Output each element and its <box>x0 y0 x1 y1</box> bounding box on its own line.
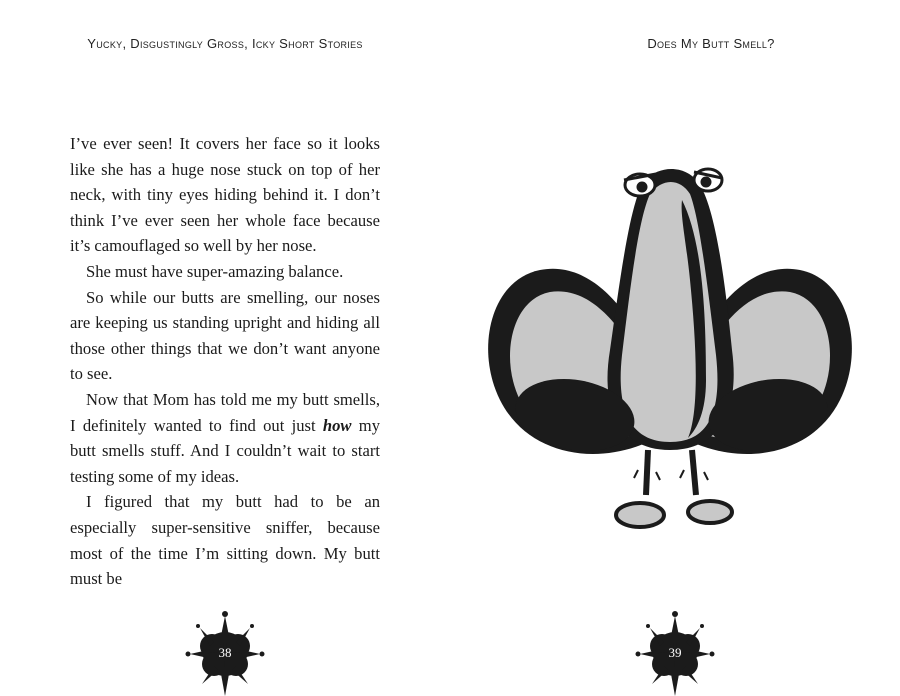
right-page <box>450 0 900 696</box>
nose-creature-illustration <box>470 160 870 540</box>
paragraph-4-before: Now that Mom has told me my butt smells, I definitely wanted to find out just <box>70 389 380 435</box>
page-number-text: 39 <box>668 645 682 660</box>
right-eye <box>694 169 722 191</box>
paragraph-4-after: my butt smells stuff. And I couldn’t wait to start testing some of my ideas. <box>70 415 380 486</box>
paragraph-1: I’ve ever seen! It covers her face so it looks like she has a huge nose stuck on top of her neck, with tiny eyes hiding behind it. I don’t think I’ve ever seen her whole face because it’s camouflaged so well by her nose. <box>70 134 380 256</box>
page-number-left <box>180 610 270 696</box>
running-head-right: Does My Butt Smell? <box>647 36 775 51</box>
nose-creature-drawing <box>470 160 870 540</box>
paragraph-4 <box>70 387 380 489</box>
page-number-text: 38 <box>218 645 232 660</box>
page-number-right <box>630 610 720 696</box>
body-text <box>70 131 380 592</box>
emphasis-how: how <box>322 415 352 435</box>
right-leg <box>692 450 696 495</box>
paragraph-2: She must have super-amazing balance. <box>86 261 344 281</box>
left-shoe <box>616 503 664 527</box>
left-eye <box>624 174 656 196</box>
paragraph-3: So while our butts are smelling, our noses are keeping us standing upright and hiding all those other things that we don’t want anyone to see. <box>70 287 380 384</box>
paragraph-5: I figured that my butt had to be an especially super-sensitive sniffer, because most of the time I’m sitting down. My butt must be <box>70 492 380 589</box>
left-leg <box>646 450 648 495</box>
running-head-left: Yucky, Disgustingly Gross, Icky Short Stories <box>87 36 363 51</box>
right-shoe <box>688 501 732 523</box>
